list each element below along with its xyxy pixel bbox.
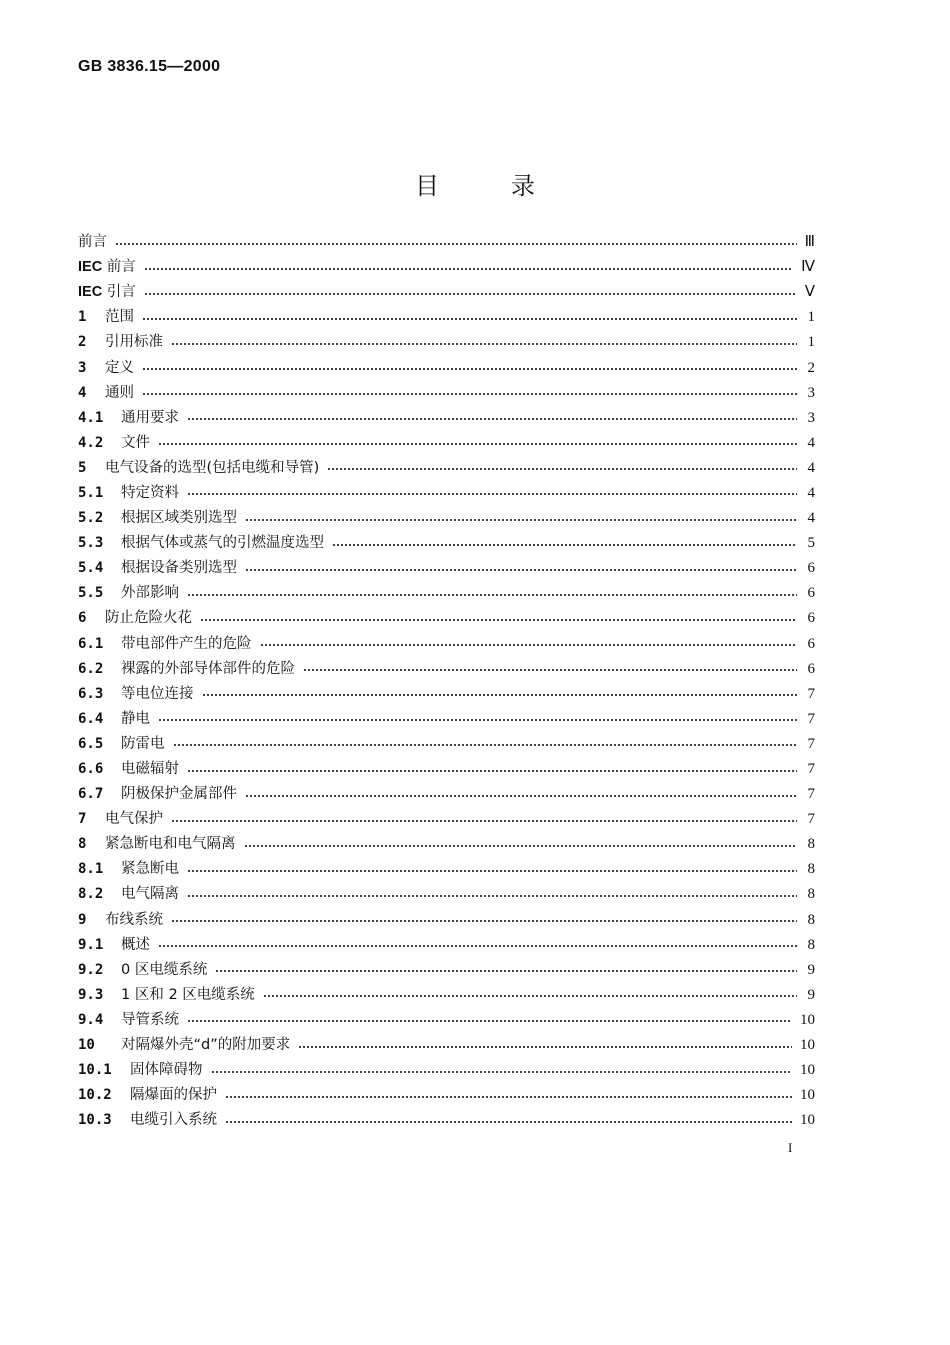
toc-entry-page: 4 <box>807 510 815 527</box>
toc-entry-number: 10.2 <box>78 1087 112 1104</box>
toc-entry-page: 10 <box>800 1062 815 1079</box>
toc-entry-label-text: 前言 <box>102 259 136 276</box>
toc-entry[interactable] <box>78 456 815 481</box>
toc-entry[interactable] <box>78 983 815 1008</box>
toc-entry[interactable] <box>78 406 815 431</box>
toc-entry-number: 5.2 <box>78 510 104 527</box>
toc-entry-page: 7 <box>807 735 815 752</box>
dot-leader <box>187 594 797 596</box>
toc-entry-label: 导管系统 <box>121 1011 179 1028</box>
toc-entry-number: 6.3 <box>78 685 104 702</box>
toc-entry[interactable] <box>78 255 815 280</box>
toc-entry[interactable] <box>78 732 815 757</box>
toc-entry-number: 8.1 <box>78 861 104 878</box>
toc-entry-label-prefix: IEC <box>78 284 103 301</box>
toc-entry-label: 固体障碍物 <box>130 1062 203 1079</box>
toc-entry-label: 裸露的外部导体部件的危险 <box>121 660 295 677</box>
toc-entry-number: 6.6 <box>78 761 104 778</box>
toc-entry-label: 文件 <box>121 434 150 451</box>
toc-entry[interactable] <box>78 556 815 581</box>
toc-entry-number: 8 <box>78 836 87 853</box>
toc-entry-label: 通用要求 <box>121 409 179 426</box>
toc-entry[interactable] <box>78 531 815 556</box>
toc-entry[interactable] <box>78 1108 815 1133</box>
toc-entry[interactable] <box>78 958 815 983</box>
toc-entry[interactable] <box>78 707 815 732</box>
toc-entry[interactable] <box>78 908 815 933</box>
toc-entry-label: 外部影响 <box>121 585 179 602</box>
toc-entry-number: 10.3 <box>78 1112 112 1129</box>
toc-entry-label: 等电位连接 <box>121 685 194 702</box>
toc-entry[interactable] <box>78 1083 815 1108</box>
dot-leader <box>171 920 797 922</box>
dot-leader <box>158 719 797 721</box>
toc-entry-page: 1 <box>807 334 815 351</box>
toc-entry-label: 紧急断电和电气隔离 <box>105 836 236 853</box>
dot-leader <box>187 770 797 772</box>
toc-entry-label: 阴极保护金属部件 <box>121 786 237 803</box>
toc-entry[interactable] <box>78 782 815 807</box>
dot-leader <box>144 293 797 295</box>
dot-leader <box>171 820 797 822</box>
toc-entry-page: 8 <box>807 836 815 853</box>
toc-entry-page: 4 <box>807 484 815 501</box>
dot-leader <box>260 644 798 646</box>
toc-entry-number: 9.4 <box>78 1011 104 1028</box>
toc-entry-number: 4.1 <box>78 409 104 426</box>
toc-entry-page: 1 <box>807 309 815 326</box>
standard-code: GB 3836.15—2000 <box>78 58 221 75</box>
dot-leader <box>171 343 797 345</box>
toc-entry-page: 8 <box>807 886 815 903</box>
toc-entry-page: 6 <box>807 585 815 602</box>
toc-entry[interactable] <box>78 632 815 657</box>
toc-entry-label: 静电 <box>121 710 150 727</box>
toc-entry-page: 5 <box>807 535 815 552</box>
toc-entry-number: 9.2 <box>78 961 104 978</box>
toc-entry[interactable] <box>78 857 815 882</box>
toc-entry-page: 6 <box>807 660 815 677</box>
toc-entry-page: Ⅲ <box>804 234 815 251</box>
toc-entry[interactable] <box>78 506 815 531</box>
toc-entry-page: 7 <box>807 761 815 778</box>
toc-entry-number: 6 <box>78 610 87 627</box>
toc-entry[interactable] <box>78 1008 815 1033</box>
toc-entry-page: Ⅳ <box>801 259 815 276</box>
toc-entry-page: 7 <box>807 811 815 828</box>
dot-leader <box>225 1096 792 1098</box>
toc-entry-label: 0 区电缆系统 <box>121 961 208 978</box>
toc-entry[interactable] <box>78 1033 815 1058</box>
toc-entry-number: 4 <box>78 384 87 401</box>
toc-entry-label: 布线系统 <box>105 911 163 928</box>
toc-entry-number: 6.2 <box>78 660 104 677</box>
toc-entry-label <box>78 255 136 280</box>
dot-leader <box>158 945 797 947</box>
toc-entry[interactable] <box>78 1058 815 1083</box>
dot-leader <box>187 895 797 897</box>
toc-entry-number: 6.1 <box>78 635 104 652</box>
dot-leader <box>115 243 797 245</box>
page-number: I <box>788 1140 793 1155</box>
toc-entry-label: 概述 <box>121 936 150 953</box>
toc-entry-label-prefix: IEC <box>78 259 103 276</box>
toc-entry-label: 根据设备类别选型 <box>121 560 237 577</box>
toc-entry-number: 6.5 <box>78 735 104 752</box>
toc-entry[interactable] <box>78 305 815 330</box>
toc-entry[interactable] <box>78 280 815 305</box>
toc-entry-page: 8 <box>807 936 815 953</box>
dot-leader <box>215 970 797 972</box>
toc-entry-label: 电气隔离 <box>121 886 179 903</box>
toc-entry-number: 9.1 <box>78 936 104 953</box>
toc-entry-label: 前言 <box>78 234 107 251</box>
toc-entry-label: 对隔爆外壳“d”的附加要求 <box>121 1037 291 1054</box>
toc-entry-page: 7 <box>807 786 815 803</box>
toc-entry-page: 6 <box>807 560 815 577</box>
table-of-contents <box>78 230 815 1133</box>
toc-entry-number: 5.5 <box>78 585 104 602</box>
toc-entry-number: 2 <box>78 334 87 351</box>
toc-entry-page: Ⅴ <box>804 284 815 301</box>
toc-entry-page: 6 <box>807 610 815 627</box>
dot-leader <box>187 870 797 872</box>
toc-entry-number: 10.1 <box>78 1062 112 1079</box>
dot-leader <box>142 318 797 320</box>
toc-entry-number: 8.2 <box>78 886 104 903</box>
toc-entry-label: 电气设备的选型(包括电缆和导管) <box>105 459 320 476</box>
dot-leader <box>327 468 797 470</box>
toc-entry[interactable] <box>78 657 815 682</box>
dot-leader <box>142 368 797 370</box>
toc-entry-label: 电气保护 <box>105 811 163 828</box>
toc-entry-page: 7 <box>807 710 815 727</box>
toc-entry[interactable] <box>78 682 815 707</box>
toc-entry[interactable] <box>78 933 815 958</box>
toc-entry-page: 9 <box>807 986 815 1003</box>
dot-leader <box>202 694 798 696</box>
toc-entry-number: 1 <box>78 309 87 326</box>
toc-entry-page: 3 <box>807 384 815 401</box>
toc-entry-number: 7 <box>78 811 87 828</box>
toc-entry[interactable] <box>78 330 815 355</box>
toc-entry-page: 10 <box>800 1087 815 1104</box>
toc-entry-label: 防雷电 <box>121 735 165 752</box>
toc-entry-label: 根据气体或蒸气的引燃温度选型 <box>121 535 324 552</box>
dot-leader <box>332 544 797 546</box>
toc-entry-label: 特定资料 <box>121 484 179 501</box>
toc-entry[interactable] <box>78 882 815 907</box>
toc-entry-label: 范围 <box>105 309 134 326</box>
dot-leader <box>245 519 797 521</box>
toc-entry-label: 根据区域类别选型 <box>121 510 237 527</box>
dot-leader <box>187 1020 792 1022</box>
toc-entry-page: 8 <box>807 861 815 878</box>
toc-entry-number: 4.2 <box>78 434 104 451</box>
toc-entry-number: 5 <box>78 459 87 476</box>
dot-leader <box>225 1121 792 1123</box>
dot-leader <box>187 418 797 420</box>
toc-entry-page: 10 <box>800 1112 815 1129</box>
toc-entry-label: 引用标准 <box>105 334 163 351</box>
dot-leader <box>303 669 797 671</box>
toc-entry-label: 电磁辐射 <box>121 761 179 778</box>
toc-entry-label: 隔爆面的保护 <box>130 1087 217 1104</box>
toc-entry-page: 7 <box>807 685 815 702</box>
toc-entry-page: 6 <box>807 635 815 652</box>
toc-entry-page: 8 <box>807 911 815 928</box>
toc-entry-label: 带电部件产生的危险 <box>121 635 252 652</box>
toc-entry-number: 9 <box>78 911 87 928</box>
dot-leader <box>187 493 797 495</box>
toc-entry-page: 2 <box>807 359 815 376</box>
toc-entry[interactable] <box>78 757 815 782</box>
toc-entry-label <box>78 280 136 305</box>
dot-leader <box>144 268 793 270</box>
toc-entry-page: 4 <box>807 459 815 476</box>
page-title: 目录 <box>415 172 607 200</box>
toc-entry-number: 9.3 <box>78 986 104 1003</box>
dot-leader <box>211 1071 793 1073</box>
toc-entry-page: 3 <box>807 409 815 426</box>
toc-entry-number: 5.4 <box>78 560 104 577</box>
toc-entry-label-text: 引言 <box>102 284 136 301</box>
toc-entry[interactable] <box>78 381 815 406</box>
toc-entry-number: 6.4 <box>78 710 104 727</box>
toc-entry[interactable] <box>78 832 815 857</box>
dot-leader <box>245 795 797 797</box>
toc-entry-label: 电缆引入系统 <box>130 1112 217 1129</box>
dot-leader <box>142 393 797 395</box>
toc-entry-label: 通则 <box>105 384 134 401</box>
toc-entry[interactable] <box>78 481 815 506</box>
dot-leader <box>158 443 797 445</box>
dot-leader <box>263 995 797 997</box>
toc-entry-number: 5.3 <box>78 535 104 552</box>
toc-entry[interactable] <box>78 581 815 606</box>
toc-entry-number: 6.7 <box>78 786 104 803</box>
dot-leader <box>298 1046 792 1048</box>
toc-entry[interactable] <box>78 606 815 631</box>
toc-entry-label: 1 区和 2 区电缆系统 <box>121 986 255 1003</box>
toc-entry-number: 5.1 <box>78 484 104 501</box>
toc-entry-page: 4 <box>807 434 815 451</box>
toc-entry-page: 10 <box>800 1011 815 1028</box>
toc-entry-page: 9 <box>807 961 815 978</box>
toc-entry-page: 10 <box>800 1037 815 1054</box>
dot-leader <box>244 845 798 847</box>
toc-entry[interactable] <box>78 807 815 832</box>
toc-entry-label: 防止危险火花 <box>105 610 192 627</box>
toc-entry-label: 紧急断电 <box>121 861 179 878</box>
dot-leader <box>245 569 797 571</box>
toc-entry-number: 3 <box>78 359 87 376</box>
toc-entry[interactable] <box>78 230 815 255</box>
toc-entry[interactable] <box>78 355 815 380</box>
toc-entry-label: 定义 <box>105 359 134 376</box>
toc-entry-number: 10 <box>78 1037 95 1054</box>
toc-entry[interactable] <box>78 431 815 456</box>
dot-leader <box>173 744 798 746</box>
dot-leader <box>200 619 797 621</box>
